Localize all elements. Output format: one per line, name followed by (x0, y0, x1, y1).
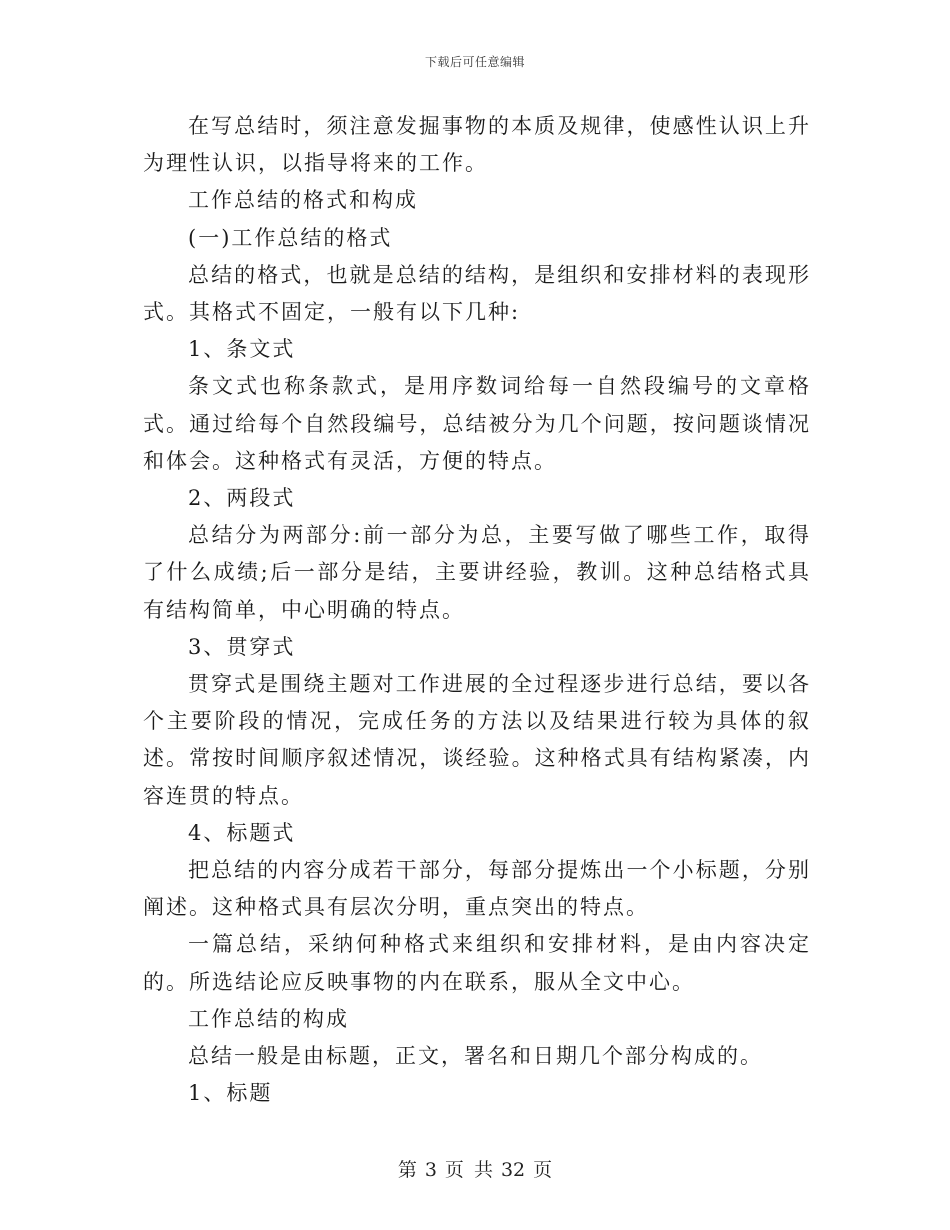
paragraph: 贯穿式是围绕主题对工作进展的全过程逐步进行总结，要以各个主要阶段的情况，完成任务的方法以及结果进行较为具体的叙述。常按时间顺序叙述情况，谈经验。这种格式具有结构紧凑，内容连贯的特点。 (143, 672, 811, 808)
list-heading: 4、标题式 (188, 820, 296, 845)
current-page-number: 3 (424, 1159, 437, 1181)
paragraph: 把总结的内容分成若干部分，每部分提炼出一个小标题，分别阐述。这种格式具有层次分明，重点突出的特点。 (143, 858, 811, 920)
paragraph: 在写总结时，须注意发掘事物的本质及规律，使感性认识上升为理性认识，以指导将来的工作。 (143, 114, 811, 176)
section-heading: 工作总结的构成 (188, 1006, 349, 1031)
footer-prefix: 第 (397, 1159, 417, 1181)
paragraph: 条文式也称条款式，是用序数词给每一自然段编号的文章格式。通过给每个自然段编号，总结被分为几个问题，按问题谈情况和体会。这种格式有灵活，方便的特点。 (143, 374, 811, 473)
paragraph: 总结的格式，也就是总结的结构，是组织和安排材料的表现形式。其格式不固定，一般有以下几种: (143, 262, 811, 325)
list-heading: 1、条文式 (188, 337, 296, 362)
footer-middle: 页 共 (444, 1159, 493, 1181)
subsection-heading: (一)工作总结的格式 (188, 225, 393, 250)
total-pages-number: 32 (500, 1159, 526, 1181)
page-header: 下载后可任意编辑 (424, 55, 525, 69)
list-heading: 3、贯穿式 (188, 634, 296, 659)
page-footer (0, 1155, 950, 1182)
section-heading: 工作总结的格式和构成 (188, 188, 418, 213)
paragraph: 一篇总结，采纳何种格式来组织和安排材料，是由内容决定的。所选结论应反映事物的内在联系，服从全文中心。 (143, 932, 811, 994)
list-heading: 2、两段式 (188, 486, 296, 511)
paragraph: 总结一般是由标题，正文，署名和日期几个部分构成的。 (188, 1044, 763, 1069)
footer-suffix: 页 (533, 1159, 553, 1181)
list-heading: 1、标题 (188, 1081, 273, 1106)
document-body (143, 108, 811, 1112)
paragraph: 总结分为两部分:前一部分为总，主要写做了哪些工作，取得了什么成绩;后一部分是结，主要讲经验，教训。这种总结格式具有结构简单，中心明确的特点。 (143, 523, 811, 622)
